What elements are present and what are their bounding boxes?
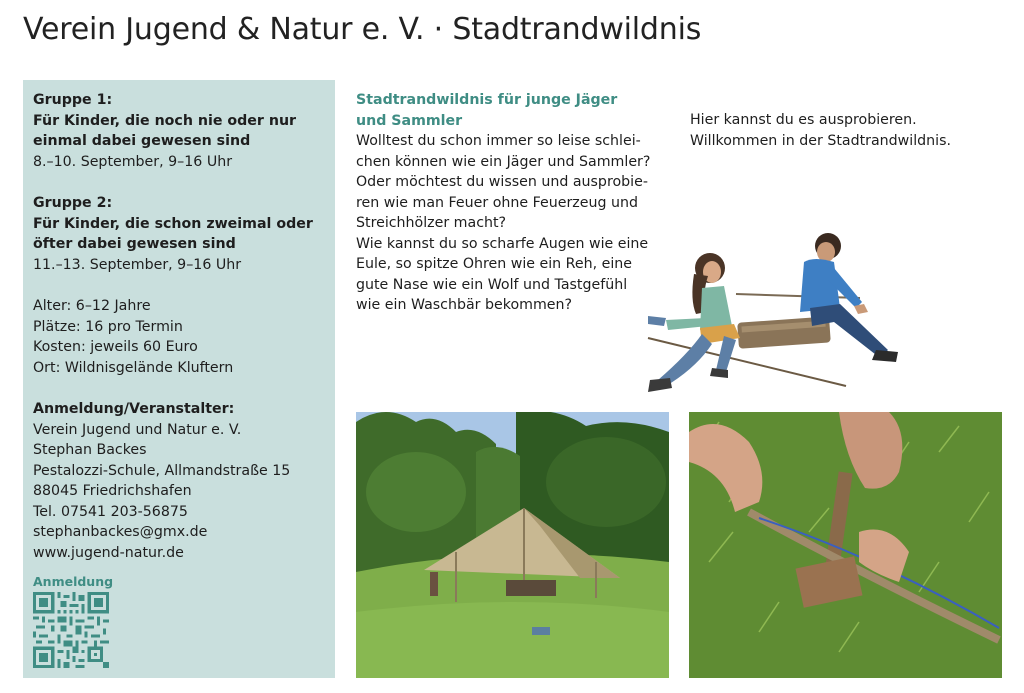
intro-line: chen können wie ein Jäger und Sammler? [356,153,651,170]
group-1-desc-line1: Für Kinder, die noch nie oder nur [33,112,297,129]
contact [33,399,323,563]
welcome-text [690,110,990,151]
intro-line: Streichhölzer macht? [356,215,507,231]
page-title: Verein Jugend & Natur e. V. · Stadtrandwildnis [23,12,702,47]
group-1 [33,90,323,172]
fact-cost: Kosten: jeweils 60 Euro [33,339,198,355]
intro-line: wie ein Waschbär bekommen? [356,297,573,313]
contact-email[interactable]: stephanbackes@gmx.de [33,524,208,540]
group-2-desc-line2: öfter dabei gewesen sind [33,236,236,252]
tent-meadow-photo [356,412,669,678]
intro-line: Oder möchtest du wissen und ausprobie- [356,174,648,190]
fire-bow-photo [689,412,1002,678]
intro-line: ren wie man Feuer ohne Feuerzeug und [356,194,638,211]
info-box [23,80,335,678]
contact-heading: Anmeldung/Veranstalter: [33,401,235,417]
group-2-dates: 11.–13. September, 9–16 Uhr [33,256,242,273]
contact-street: Pestalozzi-Schule, Allmandstraße 15 [33,462,291,479]
intro-heading [356,90,676,131]
registration-label: Anmeldung [33,574,114,589]
contact-phone: Tel. 07541 203-56875 [33,503,188,520]
intro-line: Wolltest du schon immer so leise schlei- [356,133,641,149]
contact-city: 88045 Friedrichshafen [33,483,192,499]
children-on-seesaw-image [628,228,918,408]
intro-line: Eule, so spitze Ohren wie ein Reh, eine [356,256,633,272]
group-1-label: Gruppe 1: [33,92,113,108]
group-2 [33,193,323,275]
welcome-line: Willkommen in der Stadtrandwildnis. [690,132,952,149]
intro-line: gute Nase wie ein Wolf und Tastgefühl [356,276,628,293]
intro-heading-line1: Stadtrandwildnis für junge Jäger [356,92,618,108]
welcome-line: Hier kannst du es ausprobieren. [690,112,917,128]
qr-code[interactable] [33,592,109,668]
contact-web[interactable]: www.jugend-natur.de [33,544,184,561]
contact-person: Stephan Backes [33,442,147,458]
contact-org: Verein Jugend und Natur e. V. [33,421,242,438]
group-1-dates: 8.–10. September, 9–16 Uhr [33,153,233,170]
intro-heading-line2: und Sammler [356,112,463,129]
group-1-desc-line2: einmal dabei gewesen sind [33,133,251,149]
fact-places: Plätze: 16 pro Termin [33,318,183,335]
fact-age: Alter: 6–12 Jahre [33,298,151,314]
group-2-label: Gruppe 2: [33,195,113,211]
facts [33,296,323,378]
intro-line: Wie kannst du so scharfe Augen wie eine [356,235,649,252]
group-2-desc-line1: Für Kinder, die schon zweimal oder [33,215,313,232]
fact-location: Ort: Wildnisgelände Kluftern [33,359,234,376]
